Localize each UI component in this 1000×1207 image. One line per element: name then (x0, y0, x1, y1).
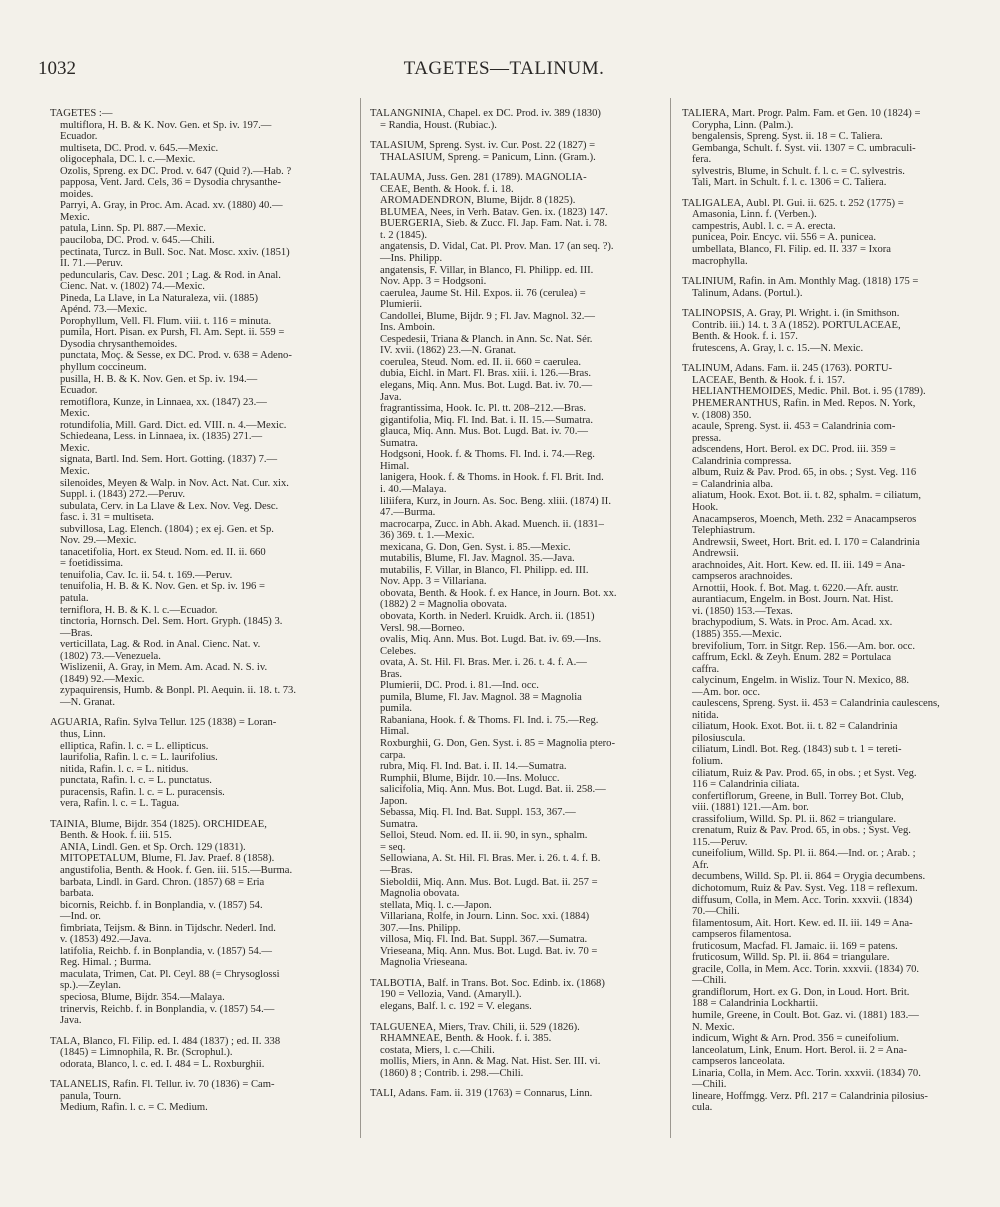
entry-line: sp.).—Zeylan. (60, 980, 121, 992)
entry-line: punicea, Poir. Encyc. vii. 556 = A. punicea. (692, 232, 876, 244)
entry-line: ovalis, Miq. Ann. Mus. Bot. Lugd. Bat. iv. 69.—Ins. (380, 634, 602, 646)
entry-line: Plumierii, DC. Prod. i. 81.—Ind. occ. (380, 680, 539, 692)
entry-line: (1845) = Limnophila, R. Br. (Scrophul.). (60, 1047, 233, 1059)
entry-line: Pineda, La Llave, in La Naturaleza, vii. (1885) (60, 292, 258, 304)
entry-line: Japon. (380, 795, 408, 807)
dictionary-entry (370, 140, 662, 163)
entry-line: ANIA, Lindl. Gen. et Sp. Orch. 129 (1831). (60, 841, 246, 853)
entry-line: macrocarpa, Zucc. in Abh. Akad. Muench. ii. (1831– (380, 518, 604, 530)
entry-line: Linaria, Colla, in Mem. Acc. Torin. xxxvii. (1834) 70. (692, 1067, 921, 1079)
entry-line: TALA, Blanco, Fl. Filip. ed. I. 484 (1837) ; ed. II. 338 (50, 1035, 281, 1047)
entry-line: TALASIUM, Spreng. Syst. iv. Cur. Post. 22 (1827) = (370, 140, 596, 152)
entry-line: fimbriata, Teijsm. & Binn. in Tijdschr. Nederl. Ind. (60, 922, 276, 934)
dictionary-entry (682, 276, 972, 299)
entry-line: moides. (60, 188, 94, 200)
entry-line: confertiflorum, Greene, in Bull. Torrey Bot. Club, (692, 790, 904, 802)
dictionary-entry (370, 172, 662, 969)
entry-line: rotundifolia, Mill. Gard. Dict. ed. VIII. n. 4.—Mexic. (60, 419, 287, 431)
entry-line: TALBOTIA, Balf. in Trans. Bot. Soc. Edinb. ix. (1868) (370, 977, 605, 989)
entry-line: Sieboldii, Miq. Ann. Mus. Bot. Lugd. Bat. ii. 257 = (380, 876, 598, 888)
entry-line: decumbens, Willd. Sp. Pl. ii. 864 = Orygia decumbens. (692, 871, 926, 883)
entry-line: CEAE, Benth. & Hook. f. i. 18. (380, 183, 514, 195)
entry-line: terniflora, H. B. & K. l. c.—Ecuador. (60, 604, 218, 616)
dictionary-entry (50, 1036, 350, 1071)
entry-line: Magnolia obovata. (380, 888, 460, 900)
entry-line: vi. (1850) 153.—Texas. (692, 605, 793, 617)
entry-line: adscendens, Hort. Berol. ex DC. Prod. iii. 359 = (692, 444, 896, 456)
entry-line: pumila. (380, 703, 413, 715)
entry-line: 70.—Chili. (692, 906, 740, 918)
entry-line: campseros arachnoides. (692, 571, 793, 583)
entry-line: Apénd. 73.—Mexic. (60, 304, 148, 316)
entry-line: 116 = Calandrinia ciliata. (692, 779, 800, 791)
entry-line: acaule, Spreng. Syst. ii. 453 = Calandrinia com- (692, 421, 896, 433)
entry-line: Sumatra. (380, 437, 418, 449)
entry-line: 188 = Calandrinia Lockhartii. (692, 998, 819, 1010)
entry-line: patula, Linn. Sp. Pl. 887.—Mexic. (60, 223, 206, 235)
entry-line: signata, Bartl. Ind. Sem. Hort. Gotting. (1837) 7.— (60, 454, 278, 466)
entry-line: calycinum, Engelm. in Wisliz. Tour N. Mexico, 88. (692, 675, 910, 687)
entry-line: mutabilis, F. Villar, in Blanco, Fl. Philipp. ed. III. (380, 564, 589, 576)
entry-line: Amasonia, Linn. f. (Verben.). (692, 209, 817, 221)
entry-line: Vrieseana, Miq. Ann. Mus. Bot. Lugd. Bat. iv. 70 = (380, 945, 598, 957)
entry-line: patula. (60, 592, 89, 604)
entry-line: latifolia, Reichb. f. in Bonplandia, v. (1857) 54.— (60, 945, 273, 957)
entry-line: caffrum, Eckl. & Zeyh. Enum. 282 = Portulaca (692, 652, 892, 664)
entry-line: Nov. 29.—Mexic. (60, 535, 137, 547)
entry-line: Contrib. iii.) 14. t. 3 A (1852). PORTULACEAE, (692, 319, 901, 331)
entry-line: TAINIA, Blume, Bijdr. 354 (1825). ORCHIDEAE, (50, 818, 267, 830)
entry-line: zypaquirensis, Humb. & Bonpl. Pl. Aequin. ii. 18. t. 73. (60, 685, 297, 697)
entry-line: Java. (60, 1015, 82, 1027)
entry-line: fera. (692, 154, 712, 166)
entry-line: LACEAE, Benth. & Hook. f. i. 157. (692, 374, 846, 386)
entry-line: Candollei, Blume, Bijdr. 9 ; Fl. Jav. Magnol. 32.— (380, 310, 596, 322)
entry-line: humile, Greene, in Coult. Bot. Gaz. vi. (1881) 183.— (692, 1010, 919, 1022)
entry-line: pectinata, Turcz. in Bull. Soc. Nat. Mosc. xxiv. (1851) (60, 246, 290, 258)
entry-line: subulata, Cerv. in La Llave & Lex. Nov. Veg. Desc. (60, 500, 279, 512)
entry-line: thus, Linn. (60, 728, 106, 740)
entry-line: campseros lanceolata. (692, 1056, 785, 1068)
entry-line: elegans, Miq. Ann. Mus. Bot. Lugd. Bat. iv. 70.— (380, 380, 593, 392)
entry-line: t. 2 (1845). (380, 229, 428, 241)
entry-line: Arnottii, Hook. f. Bot. Mag. t. 6220.—Afr. austr. (692, 582, 899, 594)
entry-line: glauca, Miq. Ann. Mus. Bot. Lugd. Bat. iv. 70.— (380, 426, 588, 438)
entry-line: —Am. bor. occ. (692, 686, 760, 698)
entry-line: cuneifolium, Willd. Sp. Pl. ii. 864.—Ind. or. ; Arab. ; (692, 848, 916, 860)
entry-line: v. (1853) 492.—Java. (60, 934, 152, 946)
entry-line: (1882) 2 = Magnolia obovata. (380, 599, 507, 611)
entry-line: vera, Rafin. l. c. = L. Tagua. (60, 798, 180, 810)
entry-line: = seq. (380, 841, 406, 853)
entry-line: Cespedesii, Triana & Planch. in Ann. Sc. Nat. Sér. (380, 333, 593, 345)
entry-line: AGUARIA, Rafin. Sylva Tellur. 125 (1838) = Loran- (50, 717, 277, 729)
entry-line: angatensis, D. Vidal, Cat. Pl. Prov. Man. 17 (an seq. ?). (380, 241, 614, 253)
entry-line: sylvestris, Blume, in Schult. f. l. c. = C. sylvestris. (692, 165, 905, 177)
entry-line: frutescens, A. Gray, l. c. 15.—N. Mexic. (692, 342, 864, 354)
entry-line: pauciloba, DC. Prod. v. 645.—Chili. (60, 235, 215, 247)
entry-line: TALGUENEA, Miers, Trav. Chili, ii. 529 (1826). (370, 1021, 580, 1033)
entry-line: salicifolia, Miq. Ann. Mus. Bot. Lugd. Bat. ii. 258.— (380, 784, 606, 796)
entry-line: caerulea, Jaume St. Hil. Expos. ii. 76 (cerulea) = (380, 287, 586, 299)
entry-line: —Ind. or. (60, 911, 101, 923)
dictionary-entry (50, 717, 350, 809)
entry-line: viii. (1881) 121.—Am. bor. (692, 802, 809, 814)
dictionary-entry (370, 108, 662, 131)
entry-line: pilosiuscula. (692, 732, 746, 744)
entry-line: verticillata, Lag. & Rod. in Anal. Cienc. Nat. v. (60, 639, 261, 651)
entry-line: Benth. & Hook. f. iii. 515. (60, 830, 172, 842)
entry-line: dichotomum, Ruiz & Pav. Syst. Veg. 118 = reflexum. (692, 883, 918, 894)
entry-line: Medium, Rafin. l. c. = C. Medium. (60, 1102, 208, 1114)
entry-line: N. Mexic. (692, 1021, 735, 1033)
entry-line: pusilla, H. B. & K. Nov. Gen. et Sp. iv. 194.— (60, 373, 258, 385)
entry-line: TALI, Adans. Fam. ii. 319 (1763) = Connarus, Linn. (370, 1088, 593, 1100)
entry-line: angustifolia, Benth. & Hook. f. Gen. iii. 515.—Burma. (60, 865, 293, 876)
entry-line: Mexic. (60, 408, 90, 420)
entry-line: (1849) 92.—Mexic. (60, 673, 145, 685)
entry-line: Dysodia chrysanthemoides. (60, 338, 178, 350)
entry-line: oligocephala, DC. l. c.—Mexic. (60, 154, 196, 166)
entry-line: THALASIUM, Spreng. = Panicum, Linn. (Gram.). (380, 151, 596, 163)
entry-line: pumila, Hort. Pisan. ex Pursh, Fl. Am. Sept. ii. 559 = (60, 327, 285, 339)
entry-line: Magnolia Vrieseana. (380, 957, 468, 969)
entry-line: fragrantissima, Hook. Ic. Pl. tt. 208–212.—Bras. (380, 403, 586, 415)
entry-line: tinctoria, Hornsch. Del. Sem. Hort. Gryph. (1845) 3. (60, 616, 283, 628)
entry-line: Himal. (380, 726, 410, 738)
entry-line: elliptica, Rafin. l. c. = L. ellipticus. (60, 740, 209, 752)
entry-line: Parryi, A. Gray, in Proc. Am. Acad. xv. (1880) 40.— (60, 200, 283, 212)
entry-line: punctata, Moç. & Sesse, ex DC. Prod. v. 638 = Adeno- (60, 350, 292, 362)
column-2 (370, 108, 662, 1109)
dictionary-entry (50, 1079, 350, 1114)
entry-line: Celebes. (380, 645, 417, 657)
entry-line: brachypodium, S. Wats. in Proc. Am. Acad. xx. (692, 617, 893, 629)
dictionary-entry (370, 1088, 662, 1100)
entry-line: ciliatum, Hook. Exot. Bot. ii. t. 82 = Calandrinia (692, 721, 898, 733)
entry-line: Suppl. i. (1843) 272.—Peruv. (60, 489, 185, 501)
entry-line: Ecuador. (60, 131, 98, 143)
dictionary-entry (50, 819, 350, 1027)
entry-line: Selloi, Steud. Nom. ed. II. ii. 90, in syn., sphalm. (380, 830, 588, 842)
entry-line: Calandrinia compressa. (692, 455, 792, 467)
entry-line: Reg. Himal. ; Burma. (60, 957, 152, 969)
entry-line: Talinum, Adans. (Portul.). (692, 287, 803, 299)
entry-line: silenoides, Meyen & Walp. in Nov. Act. Nat. Cur. xix. (60, 477, 289, 489)
entry-line: lanceolatum, Link, Enum. Hort. Berol. ii. 2 = Ana- (692, 1044, 907, 1056)
entry-line: carpa. (380, 749, 406, 761)
entry-line: remotiflora, Kunze, in Linnaea, xx. (1847) 23.— (60, 396, 267, 408)
entry-line: odorata, Blanco, l. c. ed. I. 484 = L. Roxburghii. (60, 1058, 265, 1070)
entry-line: TALINUM, Adans. Fam. ii. 245 (1763). PORTU- (682, 363, 893, 375)
entry-line: Afr. (692, 859, 709, 871)
entry-line: peduncularis, Cav. Desc. 201 ; Lag. & Rod. in Anal. (60, 269, 281, 281)
entry-line: = Randia, Houst. (Rubiac.). (380, 119, 497, 131)
entry-line: 307.—Ins. Philipp. (380, 922, 461, 934)
entry-line: villosa, Miq. Fl. Ind. Bat. Suppl. 367.—Sumatra. (380, 934, 588, 946)
entry-line: = foetidissima. (60, 558, 124, 570)
entry-line: caffra. (692, 663, 720, 675)
entry-line: MITOPETALUM, Blume, Fl. Jav. Praef. 8 (1858). (60, 853, 275, 865)
entry-line: barbata. (60, 888, 94, 900)
entry-line: bicornis, Reichb. f. in Bonplandia, v. (1857) 54. (60, 899, 263, 911)
entry-line: phyllum coccineum. (60, 362, 147, 374)
entry-line: punctata, Rafin. l. c. = L. punctatus. (60, 775, 212, 787)
entry-line: BUERGERIA, Sieb. & Zucc. Fl. Jap. Fam. Nat. i. 78. (380, 218, 608, 230)
column-1 (50, 108, 350, 1123)
entry-line: Sebassa, Miq. Fl. Ind. Bat. Suppl. 153, 367.— (380, 807, 576, 819)
entry-line: IV. xvii. (1862) 23.—N. Granat. (380, 345, 517, 357)
entry-line: —Bras. (60, 627, 93, 639)
entry-line: angatensis, F. Villar, in Blanco, Fl. Philipp. ed. III. (380, 264, 594, 276)
entry-line: ciliatum, Ruiz & Pav. Prod. 65, in obs. ; et Syst. Veg. (692, 767, 917, 779)
entry-line: HELIANTHEMOIDES, Medic. Phil. Bot. i. 95 (1789). (692, 386, 926, 398)
entry-line: Roxburghii, G. Don, Gen. Syst. i. 85 = Magnolia ptero- (380, 737, 616, 749)
entry-line: TALIGALEA, Aubl. Pl. Gui. ii. 625. t. 252 (1775) = (682, 197, 904, 209)
entry-line: maculata, Trimen, Cat. Pl. Ceyl. 88 (= Chrysoglossi (60, 968, 280, 980)
running-head: TAGETES—TALINUM. (403, 58, 605, 79)
entry-line: dubia, Eichl. in Mart. Fl. Bras. xiii. i. 126.—Bras. (380, 368, 591, 380)
entry-line: papposa, Vent. Jard. Cels, 36 = Dysodia chrysanthe- (60, 177, 281, 189)
entry-line: i. 40.—Malaya. (380, 483, 447, 495)
entry-line: TALAUMA, Juss. Gen. 281 (1789). MAGNOLIA- (370, 172, 587, 184)
entry-line: TALANGNINIA, Chapel. ex DC. Prod. iv. 389 (1830) (370, 108, 601, 119)
entry-line: fruticosum, Macfad. Fl. Jamaic. ii. 169 = patens. (692, 940, 898, 952)
entry-line: album, Ruiz & Pav. Prod. 65, in obs. ; Syst. Veg. 116 (692, 467, 917, 479)
entry-line: indicum, Wight & Arn. Prod. 356 = cuneifolium. (692, 1033, 899, 1045)
entry-line: umbellata, Blanco, Fl. Filip. ed. II. 337 = Ixora (692, 244, 891, 256)
entry-line: obovata, Korth. in Nederl. Kruidk. Arch. ii. (1851) (380, 610, 595, 622)
entry-line: 47.—Burma. (380, 507, 436, 519)
entry-line: caulescens, Spreng. Syst. ii. 453 = Calandrinia caulescens, (692, 698, 940, 710)
entry-line: stellata, Miq. l. c.—Japon. (380, 899, 492, 911)
entry-line: folium. (692, 755, 723, 767)
entry-line: Schiedeana, Less. in Linnaea, ix. (1835) 271.— (60, 431, 263, 443)
entry-line: obovata, Benth. & Hook. f. ex Hance, in Journ. Bot. xx. (380, 587, 617, 599)
entry-line: mollis, Miers, in Ann. & Mag. Nat. Hist. Ser. III. vi. (380, 1056, 601, 1068)
entry-line: panula, Tourn. (60, 1090, 122, 1102)
entry-line: —Chili. (692, 1079, 727, 1091)
entry-line: multiflora, H. B. & K. Nov. Gen. et Sp. iv. 197.— (60, 119, 272, 131)
entry-line: Corypha, Linn. (Palm.). (692, 119, 794, 131)
entry-line: PHEMERANTHUS, Rafin. in Med. Repos. N. York, (692, 398, 916, 410)
entry-line: Nov. App. 3 = Hodgsoni. (380, 276, 487, 288)
entry-line: mutabilis, Blume, Fl. Jav. Magnol. 35.—Java. (380, 553, 575, 565)
entry-line: crassifolium, Willd. Sp. Pl. ii. 862 = triangulare. (692, 813, 896, 825)
entry-line: campestris, Aubl. l. c. = A. erecta. (692, 220, 836, 232)
entry-line: —Chili. (692, 975, 727, 987)
entry-line: Ozolis, Spreng. ex DC. Prod. v. 647 (Quid ?).—Hab. ? (60, 165, 292, 177)
dictionary-entry (50, 108, 350, 708)
entry-line: TALIERA, Mart. Progr. Palm. Fam. et Gen. 10 (1824) = (682, 108, 921, 119)
entry-line: fasc. i. 31 = multiseta. (60, 512, 154, 524)
entry-line: aliatum, Hook. Exot. Bot. ii. t. 82, sphalm. = ciliatum, (692, 490, 922, 502)
entry-line: subvillosa, Lag. Elench. (1804) ; ex ej. Gen. et Sp. (60, 523, 274, 535)
entry-line: Rumphii, Blume, Bijdr. 10.—Ins. Molucc. (380, 772, 560, 784)
entry-line: 115.—Peruv. (692, 836, 748, 848)
entry-line: Sellowiana, A. St. Hil. Fl. Bras. Mer. i. 26. t. 4. f. B. (380, 853, 601, 865)
entry-line: Bras. (380, 668, 403, 680)
entry-line: Hook. (692, 501, 719, 513)
entry-line: Benth. & Hook. f. i. 157. (692, 331, 798, 343)
entry-line: Wislizenii, A. Gray, in Mem. Am. Acad. N. S. iv. (60, 662, 268, 674)
entry-line: Rabaniana, Hook. f. & Thoms. Fl. Ind. i. 75.—Reg. (380, 714, 599, 726)
entry-line: Java. (380, 391, 402, 403)
dictionary-entry (370, 978, 662, 1013)
entry-line: —Ins. Philipp. (380, 253, 443, 265)
entry-line: AROMADENDRON, Blume, Bijdr. 8 (1825). (380, 195, 576, 207)
column-3 (682, 108, 972, 1123)
entry-line: cula. (692, 1102, 713, 1114)
entry-line: Tali, Mart. in Schult. f. l. c. 1306 = C. Taliera. (692, 177, 887, 189)
entry-line: pumila, Blume, Fl. Jav. Magnol. 38 = Magnolia (380, 691, 582, 703)
entry-line: gracile, Colla, in Mem. Acc. Torin. xxxvii. (1834) 70. (692, 963, 920, 975)
entry-line: mexicana, G. Don, Gen. Syst. i. 85.—Mexic. (380, 541, 571, 553)
entry-line: grandiflorum, Hort. ex G. Don, in Loud. Hort. Brit. (692, 986, 910, 998)
entry-line: speciosa, Blume, Bijdr. 354.—Malaya. (60, 992, 225, 1004)
entry-line: campseros filamentosa. (692, 929, 792, 941)
entry-line: (1860) 8 ; Contrib. i. 298.—Chili. (380, 1067, 524, 1079)
entry-line: (1802) 73.—Venezuela. (60, 650, 161, 662)
entry-line: rubra, Miq. Fl. Ind. Bat. i. II. 14.—Sumatra. (380, 761, 567, 773)
entry-line: ovata, A. St. Hil. Fl. Bras. Mer. i. 26. t. 4. f. A.— (380, 657, 587, 669)
entry-line: diffusum, Colla, in Mem. Acc. Torin. xxxvii. (1834) (692, 894, 913, 906)
entry-line: Hodgsoni, Hook. f. & Thoms. Fl. Ind. i. 74.—Reg. (380, 449, 595, 461)
entry-line: Ecuador. (60, 385, 98, 397)
entry-line: nitida, Rafin. l. c. = L. nitidus. (60, 763, 189, 775)
page-number: 1032 (38, 58, 76, 79)
entry-line: puracensis, Rafin. l. c. = L. puracensis. (60, 786, 225, 798)
entry-line: tenuifolia, Cav. Ic. ii. 54. t. 169.—Peruv. (60, 569, 233, 581)
entry-line: Ins. Amboin. (380, 322, 436, 334)
column-divider (360, 98, 361, 1138)
entry-line: II. 71.—Peruv. (60, 258, 123, 270)
entry-line: brevifolium, Torr. in Sitgr. Rep. 156.—Am. bor. occ. (692, 640, 915, 652)
entry-line: Villariana, Rolfe, in Journ. Linn. Soc. xxi. (1884) (380, 911, 590, 923)
entry-line: RHAMNEAE, Benth. & Hook. f. i. 385. (380, 1033, 552, 1045)
entry-line: trinervis, Reichb. f. in Bonplandia, v. (1857) 54.— (60, 1003, 275, 1015)
entry-line: Andrewsii. (692, 548, 739, 560)
entry-line: Telephiastrum. (692, 525, 756, 537)
entry-line: nitida. (692, 709, 719, 721)
dictionary-entry (682, 308, 972, 354)
entry-line: Gembanga, Schult. f. Syst. vii. 1307 = C. umbraculi- (692, 142, 916, 154)
entry-line: arachnoides, Ait. Hort. Kew. ed. II. iii. 149 = Ana- (692, 559, 905, 571)
entry-line: fruticosum, Willd. Sp. Pl. ii. 864 = triangulare. (692, 952, 890, 964)
entry-line: v. (1808) 350. (692, 409, 752, 421)
entry-line: multiseta, DC. Prod. v. 645.—Mexic. (60, 142, 219, 154)
page-header (38, 58, 970, 88)
entry-line: bengalensis, Spreng. Syst. ii. 18 = C. Taliera. (692, 131, 883, 143)
entry-line: elegans, Balf. l. c. 192 = V. elegans. (380, 1001, 532, 1013)
entry-line: Mexic. (60, 465, 90, 477)
entry-line: barbata, Lindl. in Gard. Chron. (1857) 68 = Eria (60, 876, 265, 888)
entry-line: —Bras. (380, 865, 413, 876)
entry-line: TAGETES :— (50, 108, 113, 119)
entry-line: Cienc. Nat. v. (1802) 74.—Mexic. (60, 281, 205, 293)
entry-line: Sumatra. (380, 818, 418, 830)
entry-line: pressa. (692, 432, 722, 444)
entry-line: Andrewsii, Sweet, Hort. Brit. ed. I. 170 = Calandrinia (692, 536, 920, 548)
entry-line: costata, Miers, l. c.—Chili. (380, 1044, 495, 1056)
entry-line: 190 = Vellozia, Vand. (Amaryll.). (380, 989, 522, 1001)
entry-line: Anacampseros, Moench, Meth. 232 = Anacampseros (692, 513, 917, 525)
entry-line: TALINOPSIS, A. Gray, Pl. Wright. i. (in Smithson. (682, 308, 900, 320)
entry-line: Versl. 98.—Borneo. (380, 622, 465, 634)
entry-line: Porophyllum, Vell. Fl. Flum. viii. t. 116 = minuta. (60, 315, 272, 327)
entry-line: Plumierii. (380, 299, 423, 311)
entry-line: —N. Granat. (60, 696, 116, 708)
entry-line: liliifera, Kurz, in Journ. As. Soc. Beng. xliii. (1874) II. (380, 495, 611, 507)
entry-line: tenuifolia, H. B. & K. Nov. Gen. et Sp. iv. 196 = (60, 581, 265, 593)
entry-line: ciliatum, Lindl. Bot. Reg. (1843) sub t. 1 = tereti- (692, 744, 902, 756)
entry-line: TALINIUM, Rafin. in Am. Monthly Mag. (1818) 175 = (682, 276, 919, 288)
entry-line: TALANELIS, Rafin. Fl. Tellur. iv. 70 (1836) = Cam- (50, 1079, 275, 1091)
entry-line: 36) 369. t. 1.—Mexic. (380, 530, 475, 542)
entry-line: filamentosum, Ait. Hort. Kew. ed. II. iii. 149 = Ana- (692, 917, 913, 929)
dictionary-entry (682, 108, 972, 189)
dictionary-entry (370, 1022, 662, 1080)
dictionary-entry (682, 363, 972, 1114)
entry-line: Himal. (380, 460, 410, 472)
entry-line: Mexic. (60, 211, 90, 223)
entry-line: (1885) 355.—Mexic. (692, 628, 782, 640)
entry-line: aurantiacum, Engelm. in Bost. Journ. Nat. Hist. (692, 594, 894, 606)
entry-line: lanigera, Hook. f. & Thoms. in Hook. f. Fl. Brit. Ind. (380, 472, 604, 484)
entry-line: laurifolia, Rafin. l. c. = L. laurifolius. (60, 752, 218, 764)
entry-line: gigantifolia, Miq. Fl. Ind. Bat. i. II. 15.—Sumatra. (380, 414, 594, 426)
entry-line: lineare, Hoffmgg. Verz. Pfl. 217 = Calandrinia pilosius- (692, 1090, 928, 1102)
entry-line: tanacetifolia, Hort. ex Steud. Nom. ed. II. ii. 660 (60, 546, 266, 558)
column-divider (670, 98, 671, 1138)
entry-line: macrophylla. (692, 255, 748, 267)
entry-line: Mexic. (60, 442, 90, 454)
entry-line: BLUMEA, Nees, in Verh. Batav. Gen. ix. (1823) 147. (380, 206, 608, 218)
entry-line: coerulea, Steud. Nom. ed. II. ii. 660 = caerulea. (380, 356, 582, 368)
entry-line: = Calandrinia alba. (692, 478, 773, 490)
entry-line: crenatum, Ruiz & Pav. Prod. 65, in obs. ; Syst. Veg. (692, 825, 911, 837)
dictionary-entry (682, 198, 972, 267)
entry-line: Nov. App. 3 = Villariana. (380, 576, 487, 588)
